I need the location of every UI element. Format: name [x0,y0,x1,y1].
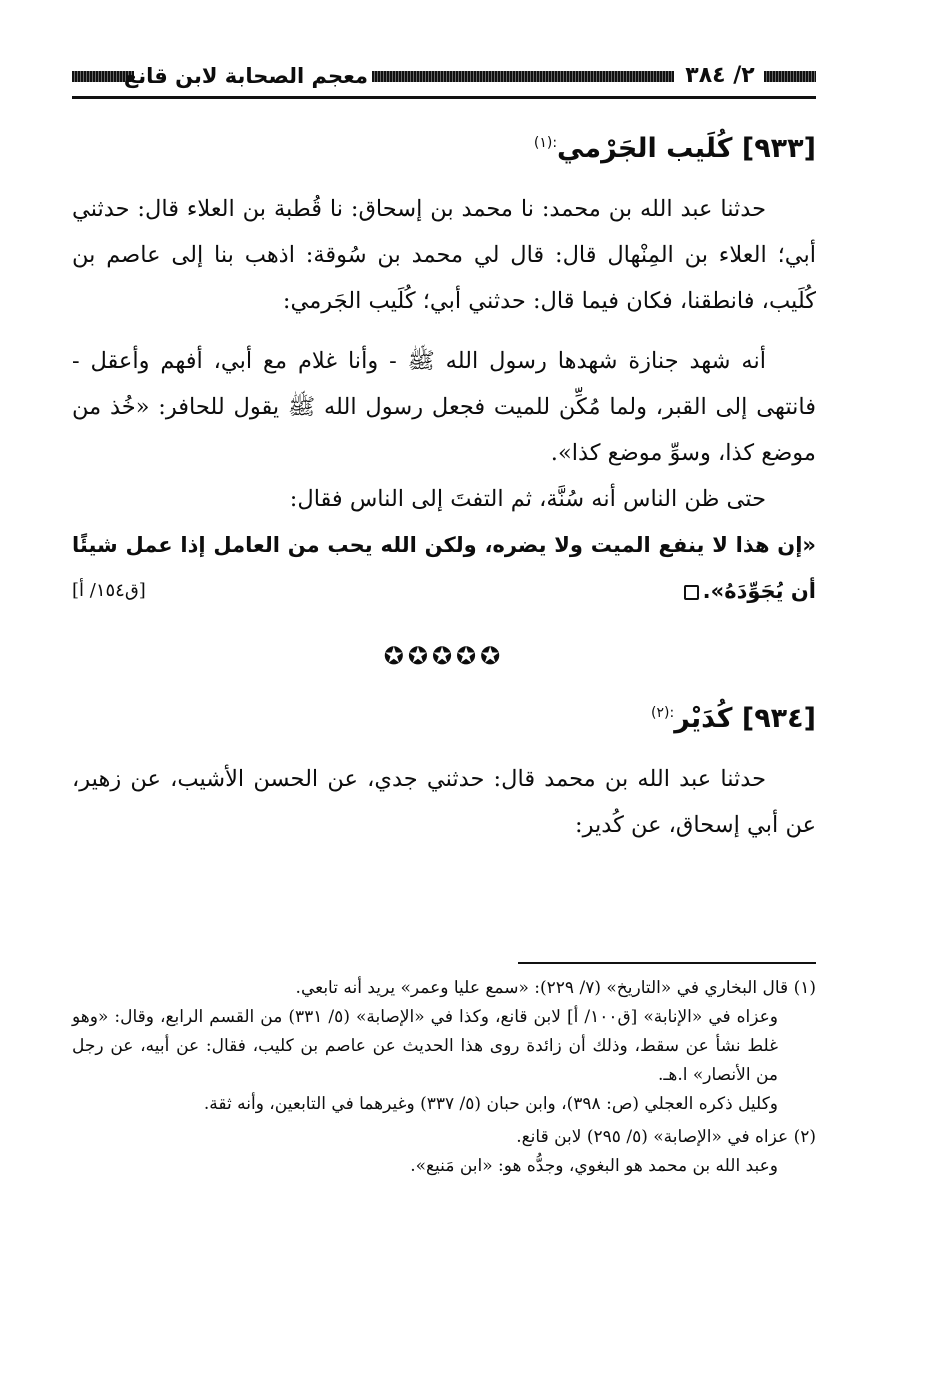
footnote-2: (٢) عزاه في «الإصابة» (٥/ ٢٩٥) لابن قانع. [516,1127,816,1147]
footnote-1: (١) قال البخاري في «التاريخ» (٧/ ٢٢٩): «سمع عليا وعمر» يريد أنه تابعي. [295,978,816,998]
isnad-paragraph: حدثنا عبد الله بن محمد قال: حدثني جدي، عن الحسن الأشيب، عن زهير، عن أبي إسحاق، عن كُدير: [72,766,816,838]
isnad-paragraph: حدثنا عبد الله بن محمد: نا محمد بن إسحاق: نا قُطبة بن العلاء قال: حدثني أبي؛ العلاء بن المِنْهال قال: قال لي محمد بن سُوقة: اذهب بنا إلى عاصم بن كُلَيب، فانطقنا، فكان فيما قال: حدثني أبي؛ كُلَيب الجَرمي: [72,196,816,314]
header-ornament-bar [372,71,674,82]
hadith-matn: «إن هذا لا ينفع الميت ولا يضره، ولكن الله يحب من العامل إذا عمل شيئًا أن يُجَوِّدَهُ». [72,533,816,603]
footnote-marker: :(٢) [651,705,675,721]
footnote-2-continued: وعبد الله بن محمد هو البغوي، وجدُّه هو: «ابن مَنيع». [410,1156,778,1176]
end-square-icon [684,585,699,600]
folio-reference: [ق١٥٤/ أ] [72,580,146,601]
section-separator: ✪✪✪✪✪ [383,642,505,670]
entry-heading [72,120,816,172]
entry-title: [٩٣٣] كُلَيب الجَرْمي [557,133,816,164]
main-text [72,120,816,848]
hadith-text [72,522,816,614]
narration-paragraph: أنه شهد جنازة شهدها رسول الله ﷺ - وأنا غلام مع أبي، أفهم وأعقل - فانتهى إلى القبر، ولما مُكِّن للميت فجعل رسول الله ﷺ يقول للحافر: «خُذ من موضع كذا، وسوِّ موضع كذا». [72,348,816,466]
book-title: معجم الصحابة لابن قانع [123,64,368,88]
footnote-marker: :(١) [533,135,558,151]
page-number: ٢/ ٣٨٤ [685,63,755,88]
footnote-rule [518,962,816,964]
header-rule [72,96,816,99]
footnote-1-continued: وعزاه في «الإنابة» [ق١٠٠/ أ] لابن قانع، وكذا في «الإصابة» (٥/ ٣٣١) من القسم الرابع، وقال: «وهو غلط نشأ عن سقط، وذلك أن زائدة روى هذا الحديث عن عاصم بن كليب، فقال: عن أبيه، عن رجل من الأنصار» ا.هـ. [72,1007,778,1085]
header-ornament-bar [764,71,816,82]
footnotes [72,974,816,1181]
narration-paragraph: حتى ظن الناس أنه سُنَّة، ثم التفتَ إلى الناس فقال: [289,486,766,512]
footnote-1-continued: وكليل ذكره العجلي (ص: ٣٩٨)، وابن حبان (٥/ ٣٣٧) وغيرهما في التابعين، وأنه ثقة. [203,1094,778,1114]
entry-heading [72,690,816,742]
running-header [72,60,816,92]
entry-title: [٩٣٤] كُدَيْر [674,703,816,734]
